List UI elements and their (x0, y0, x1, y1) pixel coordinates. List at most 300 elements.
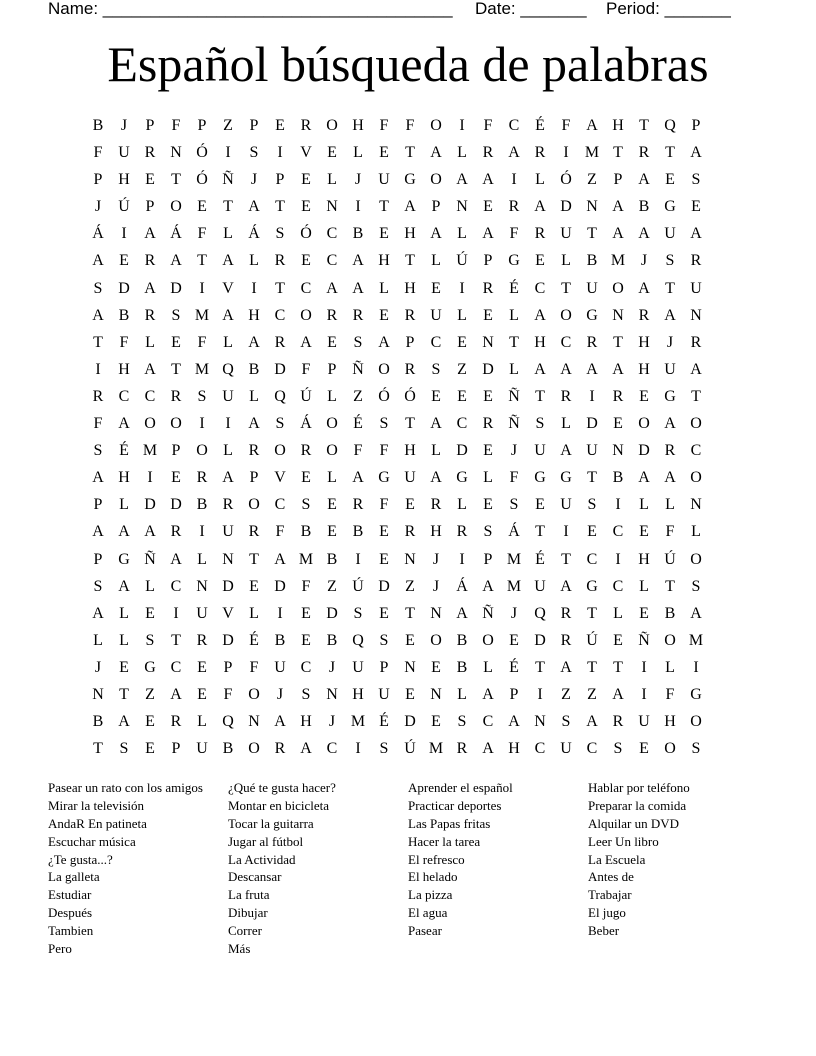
grid-letter[interactable]: E (327, 496, 337, 514)
grid-letter[interactable]: R (508, 198, 520, 216)
grid-letter[interactable]: U (378, 171, 390, 189)
grid-letter[interactable]: P (483, 252, 493, 270)
grid-letter[interactable]: J (250, 171, 258, 189)
grid-letter[interactable]: A (118, 713, 130, 731)
grid-letter[interactable]: S (457, 713, 467, 731)
grid-letter[interactable]: L (379, 279, 389, 297)
grid-letter[interactable]: U (534, 577, 546, 595)
grid-letter[interactable]: T (405, 415, 415, 433)
grid-letter[interactable]: T (665, 144, 675, 162)
grid-letter[interactable]: A (92, 523, 104, 541)
grid-letter[interactable]: A (300, 333, 312, 351)
grid-letter[interactable]: G (456, 469, 468, 487)
grid-letter[interactable]: H (664, 713, 676, 731)
grid-letter[interactable]: É (353, 415, 363, 433)
grid-letter[interactable]: J (94, 198, 102, 216)
grid-letter[interactable]: Ú (118, 198, 130, 216)
grid-letter[interactable]: Ú (586, 631, 598, 649)
grid-letter[interactable]: C (508, 117, 520, 134)
grid-letter[interactable]: B (248, 360, 260, 378)
grid-letter[interactable]: T (665, 279, 675, 297)
grid-letter[interactable]: E (457, 333, 467, 351)
grid-letter[interactable]: E (379, 225, 389, 243)
grid-letter[interactable]: D (222, 631, 234, 649)
grid-letter[interactable]: S (275, 225, 285, 243)
grid-letter[interactable]: F (483, 117, 493, 134)
grid-letter[interactable]: A (690, 225, 702, 243)
grid-letter[interactable]: A (508, 144, 520, 162)
grid-letter[interactable]: A (508, 713, 520, 731)
grid-letter[interactable]: E (197, 198, 207, 216)
grid-letter[interactable]: A (352, 279, 364, 297)
grid-letter[interactable]: N (326, 198, 338, 216)
grid-letter[interactable]: F (197, 225, 207, 243)
grid-letter[interactable]: N (404, 658, 416, 676)
grid-letter[interactable]: F (561, 117, 571, 134)
grid-letter[interactable]: A (248, 415, 260, 433)
grid-letter[interactable]: D (274, 360, 286, 378)
grid-letter[interactable]: T (379, 198, 389, 216)
grid-letter[interactable]: C (300, 658, 312, 676)
grid-letter[interactable]: U (560, 740, 572, 758)
grid-letter[interactable]: G (144, 658, 156, 676)
grid-letter[interactable]: T (275, 198, 285, 216)
grid-letter[interactable]: J (432, 550, 440, 568)
grid-letter[interactable]: N (690, 306, 702, 324)
grid-letter[interactable]: R (404, 523, 416, 541)
grid-letter[interactable]: L (327, 469, 337, 487)
grid-letter[interactable]: C (534, 740, 546, 758)
grid-letter[interactable]: T (613, 658, 623, 676)
grid-letter[interactable]: Z (353, 387, 363, 405)
grid-letter[interactable]: A (170, 252, 182, 270)
grid-letter[interactable]: A (378, 333, 390, 351)
grid-letter[interactable]: H (404, 225, 416, 243)
grid-letter[interactable]: H (638, 333, 650, 351)
grid-letter[interactable]: L (327, 171, 337, 189)
grid-letter[interactable]: L (197, 550, 207, 568)
grid-letter[interactable]: H (430, 523, 442, 541)
grid-letter[interactable]: P (197, 117, 207, 134)
grid-letter[interactable]: C (586, 740, 598, 758)
grid-letter[interactable]: P (93, 550, 103, 568)
grid-letter[interactable]: G (534, 469, 546, 487)
grid-letter[interactable]: F (171, 117, 181, 134)
grid-letter[interactable]: Á (300, 415, 312, 433)
grid-letter[interactable]: S (171, 306, 181, 324)
grid-letter[interactable]: A (170, 550, 182, 568)
grid-letter[interactable]: O (482, 631, 494, 649)
grid-letter[interactable]: O (430, 171, 442, 189)
grid-letter[interactable]: H (378, 252, 390, 270)
grid-letter[interactable]: S (119, 740, 129, 758)
grid-letter[interactable]: Ó (300, 225, 312, 243)
grid-letter[interactable]: Ú (352, 577, 364, 595)
grid-letter[interactable]: Z (561, 685, 571, 703)
grid-letter[interactable]: R (404, 360, 416, 378)
grid-letter[interactable]: É (535, 117, 545, 134)
grid-letter[interactable]: A (144, 279, 156, 297)
grid-letter[interactable]: J (510, 604, 518, 622)
grid-letter[interactable]: Ó (404, 387, 416, 405)
grid-letter[interactable]: A (482, 740, 494, 758)
grid-letter[interactable]: N (690, 496, 702, 514)
grid-letter[interactable]: C (118, 387, 130, 405)
grid-letter[interactable]: E (327, 144, 337, 162)
grid-letter[interactable]: F (379, 117, 389, 134)
grid-letter[interactable]: E (119, 658, 129, 676)
grid-letter[interactable]: R (430, 496, 442, 514)
grid-letter[interactable]: A (118, 523, 130, 541)
grid-letter[interactable]: T (587, 604, 597, 622)
grid-letter[interactable]: L (691, 523, 701, 541)
grid-letter[interactable]: H (638, 550, 650, 568)
grid-letter[interactable]: B (456, 658, 468, 676)
grid-letter[interactable]: U (534, 442, 546, 460)
grid-letter[interactable]: L (457, 496, 467, 514)
grid-letter[interactable]: E (639, 387, 649, 405)
grid-letter[interactable]: C (612, 523, 624, 541)
grid-letter[interactable]: J (94, 658, 102, 676)
grid-letter[interactable]: F (197, 333, 207, 351)
grid-letter[interactable]: Ó (196, 144, 208, 162)
grid-letter[interactable]: B (92, 713, 104, 731)
grid-letter[interactable]: G (508, 252, 520, 270)
grid-letter[interactable]: S (665, 252, 675, 270)
grid-letter[interactable]: É (509, 279, 519, 297)
grid-letter[interactable]: R (482, 415, 494, 433)
grid-letter[interactable]: S (691, 577, 701, 595)
grid-letter[interactable]: S (145, 631, 155, 649)
grid-letter[interactable]: S (431, 360, 441, 378)
grid-letter[interactable]: T (197, 252, 207, 270)
grid-letter[interactable]: G (586, 577, 598, 595)
grid-letter[interactable]: B (326, 631, 338, 649)
grid-letter[interactable]: Z (405, 577, 415, 595)
grid-letter[interactable]: U (196, 740, 208, 758)
grid-letter[interactable]: T (171, 171, 181, 189)
grid-letter[interactable]: U (664, 360, 676, 378)
grid-letter[interactable]: A (118, 415, 130, 433)
grid-letter[interactable]: E (145, 171, 155, 189)
grid-letter[interactable]: C (274, 496, 286, 514)
grid-letter[interactable]: Z (587, 171, 597, 189)
grid-letter[interactable]: E (639, 740, 649, 758)
grid-letter[interactable]: O (638, 415, 650, 433)
grid-letter[interactable]: I (537, 685, 543, 703)
grid-letter[interactable]: I (277, 604, 283, 622)
grid-letter[interactable]: C (482, 713, 494, 731)
grid-letter[interactable]: A (404, 198, 416, 216)
grid-letter[interactable]: R (248, 523, 260, 541)
grid-letter[interactable]: C (430, 333, 442, 351)
grid-letter[interactable]: L (457, 685, 467, 703)
grid-letter[interactable]: A (664, 469, 676, 487)
grid-letter[interactable]: B (638, 198, 650, 216)
grid-letter[interactable]: L (145, 333, 155, 351)
grid-letter[interactable]: B (196, 496, 208, 514)
grid-letter[interactable]: E (145, 740, 155, 758)
grid-letter[interactable]: E (509, 631, 519, 649)
grid-letter[interactable]: E (379, 144, 389, 162)
grid-letter[interactable]: C (612, 577, 624, 595)
grid-letter[interactable]: A (456, 604, 468, 622)
grid-letter[interactable]: R (612, 387, 624, 405)
grid-letter[interactable]: E (301, 604, 311, 622)
grid-letter[interactable]: S (353, 333, 363, 351)
grid-letter[interactable]: U (378, 685, 390, 703)
grid-letter[interactable]: C (586, 550, 598, 568)
grid-letter[interactable]: C (326, 252, 338, 270)
grid-letter[interactable]: L (665, 658, 675, 676)
grid-letter[interactable]: U (352, 658, 364, 676)
grid-letter[interactable]: O (248, 740, 260, 758)
grid-letter[interactable]: G (664, 387, 676, 405)
grid-letter[interactable]: A (664, 415, 676, 433)
grid-letter[interactable]: N (482, 333, 494, 351)
grid-letter[interactable]: I (459, 117, 465, 134)
grid-letter[interactable]: A (92, 306, 104, 324)
grid-letter[interactable]: M (350, 713, 366, 731)
grid-letter[interactable]: A (144, 225, 156, 243)
grid-letter[interactable]: R (170, 713, 182, 731)
grid-letter[interactable]: E (379, 604, 389, 622)
grid-letter[interactable]: A (586, 713, 598, 731)
grid-letter[interactable]: R (274, 252, 286, 270)
grid-letter[interactable]: L (613, 604, 623, 622)
grid-letter[interactable]: U (430, 306, 442, 324)
grid-letter[interactable]: T (613, 333, 623, 351)
grid-letter[interactable]: V (274, 469, 286, 487)
grid-letter[interactable]: Á (456, 577, 468, 595)
grid-letter[interactable]: E (639, 523, 649, 541)
grid-letter[interactable]: R (222, 496, 234, 514)
grid-letter[interactable]: L (223, 333, 233, 351)
grid-letter[interactable]: J (276, 685, 284, 703)
grid-letter[interactable]: P (145, 198, 155, 216)
grid-letter[interactable]: R (144, 144, 156, 162)
grid-letter[interactable]: I (225, 144, 231, 162)
grid-letter[interactable]: O (690, 469, 702, 487)
grid-letter[interactable]: N (196, 577, 208, 595)
grid-letter[interactable]: R (170, 523, 182, 541)
grid-letter[interactable]: A (222, 469, 234, 487)
grid-letter[interactable]: L (561, 252, 571, 270)
grid-letter[interactable]: L (119, 604, 129, 622)
grid-letter[interactable]: R (534, 144, 546, 162)
grid-letter[interactable]: N (456, 198, 468, 216)
grid-letter[interactable]: N (404, 550, 416, 568)
grid-letter[interactable]: D (274, 577, 286, 595)
grid-letter[interactable]: F (301, 360, 311, 378)
grid-letter[interactable]: E (145, 604, 155, 622)
grid-letter[interactable]: H (118, 469, 130, 487)
grid-letter[interactable]: Ú (456, 252, 468, 270)
grid-letter[interactable]: I (355, 198, 361, 216)
grid-letter[interactable]: N (586, 198, 598, 216)
grid-letter[interactable]: N (92, 685, 104, 703)
grid-letter[interactable]: Q (274, 387, 286, 405)
grid-letter[interactable]: S (379, 631, 389, 649)
grid-letter[interactable]: O (690, 550, 702, 568)
grid-letter[interactable]: T (93, 740, 103, 758)
grid-letter[interactable]: U (560, 496, 572, 514)
grid-letter[interactable]: I (563, 523, 569, 541)
grid-letter[interactable]: E (457, 387, 467, 405)
grid-letter[interactable]: É (249, 631, 259, 649)
grid-letter[interactable]: S (249, 144, 259, 162)
grid-letter[interactable]: T (535, 658, 545, 676)
grid-letter[interactable]: L (197, 713, 207, 731)
grid-letter[interactable]: A (482, 225, 494, 243)
grid-letter[interactable]: Ó (560, 171, 572, 189)
grid-letter[interactable]: A (638, 469, 650, 487)
grid-letter[interactable]: L (457, 144, 467, 162)
grid-letter[interactable]: T (223, 198, 233, 216)
grid-letter[interactable]: O (378, 360, 390, 378)
grid-letter[interactable]: Á (92, 225, 104, 243)
grid-letter[interactable]: T (171, 631, 181, 649)
grid-letter[interactable]: O (612, 279, 624, 297)
grid-letter[interactable]: I (459, 550, 465, 568)
grid-letter[interactable]: T (509, 333, 519, 351)
grid-letter[interactable]: P (249, 117, 259, 134)
grid-letter[interactable]: N (534, 713, 546, 731)
grid-letter[interactable]: A (222, 306, 234, 324)
grid-letter[interactable]: O (690, 713, 702, 731)
grid-letter[interactable]: E (197, 685, 207, 703)
grid-letter[interactable]: F (665, 523, 675, 541)
grid-letter[interactable]: B (612, 469, 624, 487)
grid-letter[interactable]: E (587, 523, 597, 541)
grid-letter[interactable]: H (404, 279, 416, 297)
grid-letter[interactable]: D (482, 360, 494, 378)
grid-letter[interactable]: H (638, 360, 650, 378)
grid-letter[interactable]: G (118, 550, 130, 568)
grid-letter[interactable]: Ñ (508, 387, 520, 405)
grid-letter[interactable]: E (171, 469, 181, 487)
grid-letter[interactable]: T (535, 387, 545, 405)
grid-letter[interactable]: F (509, 225, 519, 243)
grid-letter[interactable]: U (586, 279, 598, 297)
grid-letter[interactable]: E (483, 387, 493, 405)
grid-letter[interactable]: R (274, 333, 286, 351)
grid-letter[interactable]: R (196, 469, 208, 487)
grid-letter[interactable]: H (248, 306, 260, 324)
grid-letter[interactable]: O (560, 306, 572, 324)
grid-letter[interactable]: E (275, 117, 285, 134)
grid-letter[interactable]: T (249, 550, 259, 568)
grid-letter[interactable]: U (222, 523, 234, 541)
grid-letter[interactable]: B (352, 523, 364, 541)
grid-letter[interactable]: P (93, 171, 103, 189)
grid-letter[interactable]: E (431, 279, 441, 297)
grid-letter[interactable]: L (483, 658, 493, 676)
grid-letter[interactable]: D (534, 631, 546, 649)
grid-letter[interactable]: A (144, 360, 156, 378)
grid-letter[interactable]: F (405, 117, 415, 134)
grid-letter[interactable]: É (119, 442, 129, 460)
grid-letter[interactable]: E (639, 604, 649, 622)
grid-letter[interactable]: F (509, 469, 519, 487)
grid-letter[interactable]: E (301, 631, 311, 649)
grid-letter[interactable]: O (664, 631, 676, 649)
grid-letter[interactable]: T (587, 225, 597, 243)
grid-letter[interactable]: D (118, 279, 130, 297)
grid-letter[interactable]: E (535, 496, 545, 514)
grid-letter[interactable]: U (404, 469, 416, 487)
grid-letter[interactable]: N (612, 442, 624, 460)
grid-letter[interactable]: I (615, 496, 621, 514)
grid-letter[interactable]: S (613, 740, 623, 758)
grid-letter[interactable]: R (482, 144, 494, 162)
grid-letter[interactable]: A (638, 225, 650, 243)
grid-letter[interactable]: C (534, 279, 546, 297)
grid-letter[interactable]: N (248, 713, 260, 731)
grid-letter[interactable]: O (430, 117, 442, 134)
grid-letter[interactable]: L (249, 604, 259, 622)
grid-letter[interactable]: A (430, 144, 442, 162)
grid-letter[interactable]: A (92, 604, 104, 622)
grid-letter[interactable]: T (587, 658, 597, 676)
grid-letter[interactable]: D (586, 415, 598, 433)
grid-letter[interactable]: I (251, 279, 257, 297)
grid-letter[interactable]: R (144, 306, 156, 324)
grid-letter[interactable]: E (301, 198, 311, 216)
grid-letter[interactable]: R (404, 306, 416, 324)
grid-letter[interactable]: N (430, 604, 442, 622)
grid-letter[interactable]: A (638, 279, 650, 297)
grid-letter[interactable]: N (222, 550, 234, 568)
grid-letter[interactable]: I (511, 171, 517, 189)
grid-letter[interactable]: Q (352, 631, 364, 649)
grid-letter[interactable]: B (274, 631, 286, 649)
grid-letter[interactable]: T (691, 387, 701, 405)
grid-letter[interactable]: U (196, 604, 208, 622)
grid-letter[interactable]: O (248, 496, 260, 514)
grid-letter[interactable]: A (92, 469, 104, 487)
grid-letter[interactable]: M (584, 144, 600, 162)
grid-letter[interactable]: R (612, 713, 624, 731)
grid-letter[interactable]: A (586, 117, 598, 134)
grid-letter[interactable]: E (431, 387, 441, 405)
grid-letter[interactable]: G (664, 198, 676, 216)
grid-letter[interactable]: L (457, 225, 467, 243)
grid-letter[interactable]: R (664, 442, 676, 460)
grid-letter[interactable]: I (641, 685, 647, 703)
grid-letter[interactable]: P (171, 740, 181, 758)
grid-letter[interactable]: V (222, 604, 234, 622)
grid-letter[interactable]: I (589, 387, 595, 405)
grid-letter[interactable]: Ú (300, 387, 312, 405)
grid-letter[interactable]: E (405, 631, 415, 649)
grid-letter[interactable]: O (690, 415, 702, 433)
grid-letter[interactable]: R (352, 496, 364, 514)
grid-letter[interactable]: M (428, 740, 444, 758)
grid-letter[interactable]: O (274, 442, 286, 460)
grid-letter[interactable]: A (300, 740, 312, 758)
grid-letter[interactable]: E (301, 469, 311, 487)
grid-letter[interactable]: C (300, 279, 312, 297)
grid-letter[interactable]: Ú (664, 550, 676, 568)
grid-letter[interactable]: A (144, 523, 156, 541)
grid-letter[interactable]: G (378, 469, 390, 487)
grid-letter[interactable]: B (300, 523, 312, 541)
grid-letter[interactable]: F (379, 496, 389, 514)
grid-letter[interactable]: A (274, 550, 286, 568)
grid-letter[interactable]: S (587, 496, 597, 514)
grid-letter[interactable]: L (535, 171, 545, 189)
